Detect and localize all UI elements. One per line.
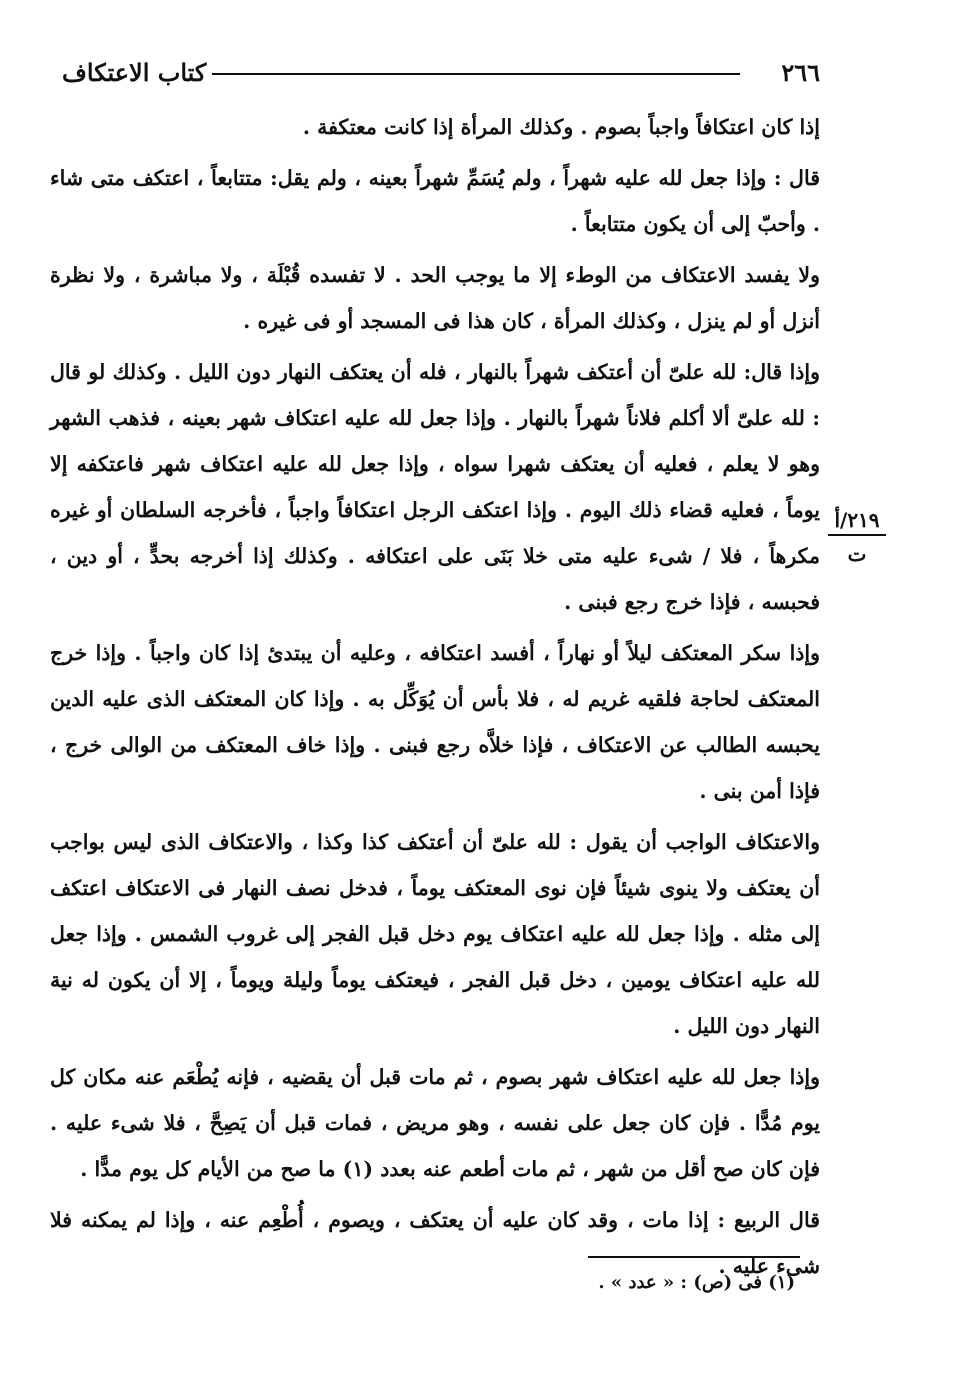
paragraph: قال الربيع : إذا مات ، وقد كان عليه أن يعتكف ، ويصوم ، أُطْعِم عنه ، وإذا لم يمكنه فلا شىء عليه . — [50, 1208, 820, 1278]
page-number: ٢٦٦ — [781, 58, 820, 87]
header-rule — [212, 73, 740, 75]
manuscript-folio-note — [828, 508, 886, 566]
paragraph: وإذا جعل لله عليه اعتكاف شهر بصوم ، ثم مات قبل أن يقضيه ، فإنه يُطْعَم عنه مكان كل يوم مُدًّا . فإن كان جعل على نفسه ، وهو مريض ، فمات قبل أن يَصِحَّ ، فلا شىء عليه . فإن كان صح أقل من شهر ، ثم مات أطعم عنه بعدد (١) ما صح من الأيام كل يوم مدًّا . — [50, 1065, 820, 1181]
paragraph: قال : وإذا جعل لله عليه شهراً ، ولم يُسَمِّ شهراً بعينه ، ولم يقل: متتابعاً ، اعتكف متى شاء . وأحبّ إلى أن يكون متتابعاً . — [50, 166, 820, 236]
book-title: كتاب الاعتكاف — [62, 58, 207, 87]
footnote-rule — [588, 1256, 800, 1258]
manuscript-siglum: ت — [847, 542, 867, 566]
paragraph: ولا يفسد الاعتكاف من الوطء إلا ما يوجب الحد . لا تفسده قُبْلَة ، ولا مباشرة ، ولا نظرة أنزل أو لم ينزل ، وكذلك المرأة ، كان هذا فى المسجد أو فى غيره . — [50, 263, 820, 333]
footnote: (١) فى (ص) : « عدد » . — [598, 1272, 795, 1293]
paragraph: وإذا قال: لله علىّ أن أعتكف شهراً بالنهار ، فله أن يعتكف النهار دون الليل . وكذلك لو قال : لله علىّ ألا أكلم فلاناً شهراً بالنهار . وإذا جعل لله عليه اعتكاف شهر بعينه ، فذهب الشهر وهو لا يعلم ، فعليه أن يعتكف شهرا سواه ، وإذا جعل لله عليه اعتكاف شهر فاعتكفه إلا يوماً ، فعليه قضاء ذلك اليوم . وإذا اعتكف الرجل اعتكافاً واجباً ، فأخرجه السلطان أو غيره مكرهاً ، فلا / شىء عليه متى خلا بَنَى على اعتكافه . وكذلك إذا أخرجه بحدٍّ ، أو دين ، فحبسه ، فإذا خرج رجع فبنى . — [50, 360, 820, 614]
paragraph: إذا كان اعتكافاً واجباً بصوم . وكذلك المرأة إذا كانت معتكفة . — [302, 115, 820, 139]
paragraph: وإذا سكر المعتكف ليلاً أو نهاراً ، أفسد اعتكافه ، وعليه أن يبتدئ إذا كان واجباً . وإذا خرج المعتكف لحاجة فلقيه غريم له ، فلا بأس أن يُوَكِّل به . وإذا كان المعتكف الذى عليه الدين يحبسه الطالب عن الاعتكاف ، فإذا خلاَّه رجع فبنى . وإذا خاف المعتكف من الوالى خرج ، فإذا أمن بنى . — [50, 641, 820, 803]
folio-reference: ٢١٩/أ — [828, 508, 886, 536]
main-text — [50, 104, 820, 1294]
paragraph: والاعتكاف الواجب أن يقول : لله علىّ أن أعتكف كذا وكذا ، والاعتكاف الذى ليس بواجب أن يعتكف ولا ينوى شيئاً فإن نوى المعتكف يوماً ، فدخل نصف النهار فى الاعتكاف اعتكف إلى مثله . وإذا جعل لله عليه اعتكاف يوم دخل قبل الفجر إلى غروب الشمس . وإذا جعل لله عليه اعتكاف يومين ، دخل قبل الفجر ، فيعتكف يوماً وليلة ويوماً ، إلا أن يكون له نية النهار دون الليل . — [50, 830, 820, 1038]
running-header — [62, 58, 820, 98]
